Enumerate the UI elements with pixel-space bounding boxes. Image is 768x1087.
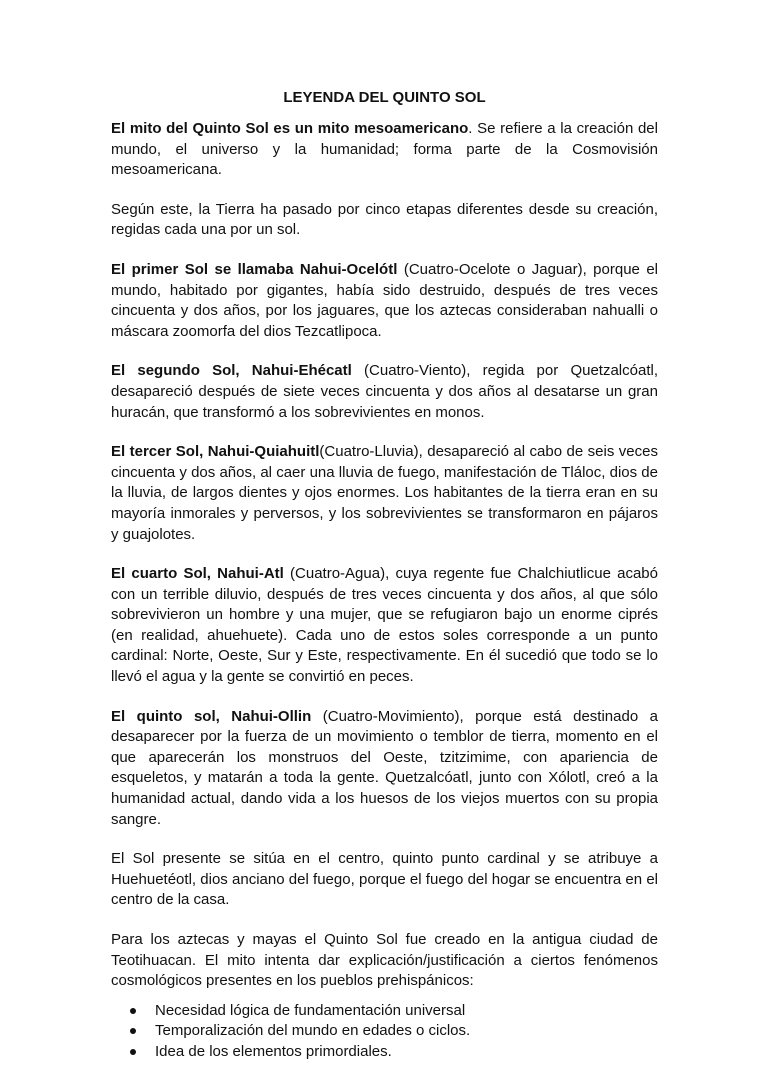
paragraph-fifth-sun: [111, 707, 658, 831]
paragraph-body: Para los aztecas y mayas el Quinto Sol fue creado en la antigua ciudad de Teotihuacan. El mito intenta dar explicación/justificación a ciertos fenómenos cosmológicos presentes en los pueblos prehispánicos:: [111, 931, 658, 990]
paragraph-body: El Sol presente se sitúa en el centro, quinto punto cardinal y se atribuye a Huehuetéotl, dios anciano del fuego, porque el fuego del hogar se encuentra en el centro de la casa.: [111, 850, 658, 909]
paragraph-body: (Cuatro-Lluvia), desapareció al cabo de seis veces cincuenta y dos años, al caer una lluvia de fuego, manifestación de Tláloc, dios de la lluvia, de largos dientes y ojos enormes. Los habitantes de la tierra eran en su mayoría inmorales y perversos, y los sobrevivientes se transformaron en pájaros y guajolotes.: [111, 443, 658, 543]
paragraph-fourth-sun: [111, 564, 658, 688]
bullet-text: Necesidad lógica de fundamentación universal: [155, 1001, 466, 1019]
bullet-icon: [130, 1008, 136, 1014]
paragraph-intro: [111, 119, 658, 181]
bullet-icon: [130, 1049, 136, 1055]
paragraph-lead: El segundo Sol, Nahui-Ehécatl: [111, 362, 352, 380]
paragraph-third-sun: [111, 442, 658, 545]
paragraph-second-sun: [111, 361, 658, 423]
bullet-text: Temporalización del mundo en edades o ciclos.: [155, 1022, 471, 1040]
bullet-item: [124, 1001, 658, 1022]
bullet-icon: [130, 1028, 136, 1034]
document-title: LEYENDA DEL QUINTO SOL: [283, 89, 486, 106]
paragraph-body: (Cuatro-Viento), regida por Quetzalcóatl, desapareció después de siete veces cincuenta y dos años al desatarse un gran huracán, que transformó a los sobrevivientes en monos.: [111, 362, 658, 421]
paragraph-teotihuacan: [111, 930, 658, 992]
paragraph-body: (Cuatro-Ocelote o Jaguar), porque el mundo, habitado por gigantes, había sido destruido, después de tres veces cincuenta y dos años, por los jaguares, que los aztecas consideraban nahualli o máscara zoomorfa del dios Tezcatlipoca.: [111, 260, 658, 340]
bullet-item: [124, 1021, 658, 1042]
paragraph-lead: El mito del Quinto Sol es un mito mesoamericano: [111, 120, 469, 137]
paragraph-present-sun: [111, 849, 658, 911]
paragraph-body: . Se refiere a la creación del mundo, el universo y la humanidad; forma parte de la Cosmovisión mesoamericana.: [111, 120, 658, 179]
document-page: [111, 88, 658, 1063]
paragraph-body: (Cuatro-Movimiento), porque está destinado a desaparecer por la fuerza de un movimiento o temblor de tierra, momento en el que aparecerán los monstruos del Oeste, tzitzimime, con apariencia de esqueletos, y matarán a toda la gente. Quetzalcóatl, junto con Xólotl, creó a la humanidad actual, dando vida a los huesos de los viejos muertos con su propia sangre.: [111, 707, 658, 828]
paragraph-first-sun: [111, 260, 658, 342]
paragraph-lead: El cuarto Sol, Nahui-Atl: [111, 565, 284, 583]
paragraph-body: Según este, la Tierra ha pasado por cinco etapas diferentes desde su creación, regidas cada una por un sol.: [111, 200, 658, 239]
bullet-item: [124, 1042, 658, 1063]
paragraph-lead: El quinto sol, Nahui-Ollin: [111, 707, 312, 725]
paragraph-stages: [111, 200, 658, 241]
bullet-list: [111, 1001, 658, 1063]
paragraph-lead: El primer Sol se llamaba Nahui-Ocelótl: [111, 260, 398, 278]
paragraph-body: (Cuatro-Agua), cuya regente fue Chalchiutlicue acabó con un terrible diluvio, después de tres veces cincuenta y dos años, al que sólo sobrevivieron un hombre y una mujer, que se refugiaron bajo un enorme ciprés (en realidad, ahuehuete). Cada uno de estos soles corresponde a un punto cardinal: Norte, Oeste, Sur y Este, respectivamente. En él sucedió que todo se lo llevó el agua y la gente se convirtió en peces.: [111, 565, 658, 686]
paragraph-lead: El tercer Sol, Nahui-Quiahuitl: [111, 443, 320, 461]
bullet-text: Idea de los elementos primordiales.: [155, 1042, 392, 1060]
